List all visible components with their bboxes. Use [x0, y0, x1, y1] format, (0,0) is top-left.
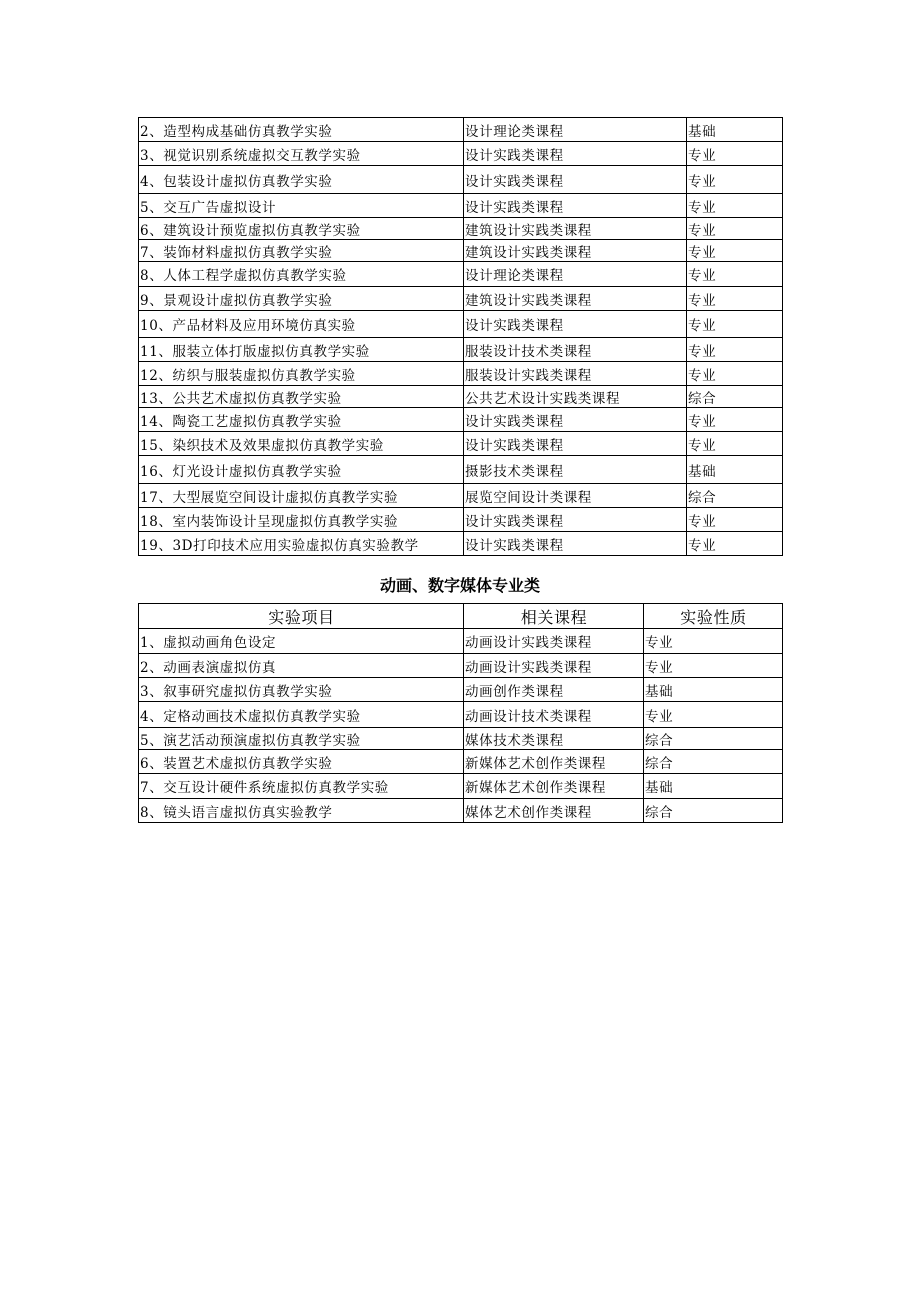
cell-nature: 基础 [644, 774, 783, 799]
cell-nature: 专业 [687, 338, 783, 362]
cell-course: 设计理论类课程 [464, 118, 687, 142]
table-row [139, 799, 783, 823]
cell-nature: 综合 [644, 750, 783, 774]
table-row [139, 287, 783, 311]
cell-course: 摄影技术类课程 [464, 456, 687, 484]
cell-item: 16、灯光设计虚拟仿真教学实验 [139, 456, 464, 484]
cell-nature: 基础 [644, 678, 783, 702]
cell-course: 动画设计实践类课程 [464, 654, 644, 678]
cell-item: 15、染织技术及效果虚拟仿真教学实验 [139, 432, 464, 456]
cell-course: 建筑设计实践类课程 [464, 218, 687, 240]
table-row [139, 484, 783, 508]
cell-nature: 综合 [687, 484, 783, 508]
cell-nature: 专业 [687, 362, 783, 386]
cell-item: 12、纺织与服装虚拟仿真教学实验 [139, 362, 464, 386]
cell-course: 展览空间设计类课程 [464, 484, 687, 508]
header-course: 相关课程 [464, 604, 644, 629]
cell-nature: 专业 [687, 142, 783, 166]
cell-item: 13、公共艺术虚拟仿真教学实验 [139, 386, 464, 408]
header-nature: 实验性质 [644, 604, 783, 629]
cell-course: 设计实践类课程 [464, 508, 687, 532]
table-row [139, 386, 783, 408]
cell-nature: 基础 [687, 456, 783, 484]
cell-course: 设计实践类课程 [464, 166, 687, 194]
cell-course: 设计实践类课程 [464, 432, 687, 456]
cell-item: 3、叙事研究虚拟仿真教学实验 [139, 678, 464, 702]
table-row [139, 728, 783, 750]
cell-nature: 专业 [687, 508, 783, 532]
cell-course: 设计实践类课程 [464, 408, 687, 432]
table-row [139, 629, 783, 654]
cell-course: 服装设计技术类课程 [464, 338, 687, 362]
cell-item: 8、人体工程学虚拟仿真教学实验 [139, 262, 464, 287]
animation-experiments-body [139, 629, 783, 823]
cell-nature: 专业 [687, 408, 783, 432]
cell-course: 动画设计实践类课程 [464, 629, 644, 654]
cell-nature: 专业 [687, 218, 783, 240]
cell-course: 设计实践类课程 [464, 532, 687, 556]
cell-course: 动画创作类课程 [464, 678, 644, 702]
cell-item: 5、演艺活动预演虚拟仿真教学实验 [139, 728, 464, 750]
table-row [139, 362, 783, 386]
section-heading: 动画、数字媒体专业类 [379, 576, 540, 595]
cell-item: 9、景观设计虚拟仿真教学实验 [139, 287, 464, 311]
cell-item: 4、定格动画技术虚拟仿真教学实验 [139, 702, 464, 728]
cell-nature: 综合 [644, 728, 783, 750]
cell-course: 设计理论类课程 [464, 262, 687, 287]
table-row [139, 702, 783, 728]
table-row [139, 432, 783, 456]
cell-item: 11、服装立体打版虚拟仿真教学实验 [139, 338, 464, 362]
cell-nature: 专业 [687, 432, 783, 456]
cell-course: 媒体技术类课程 [464, 728, 644, 750]
cell-item: 19、3D打印技术应用实验虚拟仿真实验教学 [139, 532, 464, 556]
table-row [139, 338, 783, 362]
cell-item: 7、装饰材料虚拟仿真教学实验 [139, 240, 464, 262]
cell-item: 14、陶瓷工艺虚拟仿真教学实验 [139, 408, 464, 432]
table-row [139, 456, 783, 484]
cell-item: 6、装置艺术虚拟仿真教学实验 [139, 750, 464, 774]
design-experiments-table [138, 117, 783, 556]
cell-item: 18、室内装饰设计呈现虚拟仿真教学实验 [139, 508, 464, 532]
table-row [139, 678, 783, 702]
table-row [139, 262, 783, 287]
table-row [139, 166, 783, 194]
cell-nature: 专业 [644, 629, 783, 654]
table-header-row [139, 604, 783, 629]
cell-course: 媒体艺术创作类课程 [464, 799, 644, 823]
cell-item: 3、视觉识别系统虚拟交互教学实验 [139, 142, 464, 166]
table-row [139, 508, 783, 532]
cell-item: 5、交互广告虚拟设计 [139, 194, 464, 218]
cell-item: 2、动画表演虚拟仿真 [139, 654, 464, 678]
cell-item: 6、建筑设计预览虚拟仿真教学实验 [139, 218, 464, 240]
cell-nature: 专业 [687, 287, 783, 311]
cell-course: 新媒体艺术创作类课程 [464, 774, 644, 799]
cell-nature: 专业 [687, 194, 783, 218]
cell-course: 新媒体艺术创作类课程 [464, 750, 644, 774]
cell-item: 8、镜头语言虚拟仿真实验教学 [139, 799, 464, 823]
cell-item: 17、大型展览空间设计虚拟仿真教学实验 [139, 484, 464, 508]
animation-experiments-table [138, 603, 783, 823]
table-row [139, 532, 783, 556]
cell-item: 10、产品材料及应用环境仿真实验 [139, 311, 464, 338]
cell-nature: 专业 [644, 654, 783, 678]
table-row [139, 194, 783, 218]
cell-nature: 综合 [687, 386, 783, 408]
cell-item: 4、包装设计虚拟仿真教学实验 [139, 166, 464, 194]
cell-item: 7、交互设计硬件系统虚拟仿真教学实验 [139, 774, 464, 799]
cell-nature: 专业 [687, 166, 783, 194]
cell-course: 服装设计实践类课程 [464, 362, 687, 386]
cell-nature: 专业 [687, 262, 783, 287]
cell-nature: 综合 [644, 799, 783, 823]
design-experiments-body [139, 118, 783, 556]
header-item: 实验项目 [139, 604, 464, 629]
table-row [139, 118, 783, 142]
cell-nature: 专业 [687, 311, 783, 338]
cell-course: 设计实践类课程 [464, 311, 687, 338]
table-row [139, 750, 783, 774]
cell-course: 设计实践类课程 [464, 142, 687, 166]
table-row [139, 218, 783, 240]
cell-course: 公共艺术设计实践类课程 [464, 386, 687, 408]
table-row [139, 311, 783, 338]
cell-course: 动画设计技术类课程 [464, 702, 644, 728]
cell-nature: 专业 [687, 240, 783, 262]
table-row [139, 240, 783, 262]
cell-nature: 专业 [644, 702, 783, 728]
cell-course: 建筑设计实践类课程 [464, 240, 687, 262]
table-row [139, 774, 783, 799]
table-row [139, 142, 783, 166]
table-row [139, 654, 783, 678]
cell-course: 设计实践类课程 [464, 194, 687, 218]
cell-course: 建筑设计实践类课程 [464, 287, 687, 311]
cell-item: 2、造型构成基础仿真教学实验 [139, 118, 464, 142]
cell-nature: 专业 [687, 532, 783, 556]
cell-nature: 基础 [687, 118, 783, 142]
table-row [139, 408, 783, 432]
cell-item: 1、虚拟动画角色设定 [139, 629, 464, 654]
